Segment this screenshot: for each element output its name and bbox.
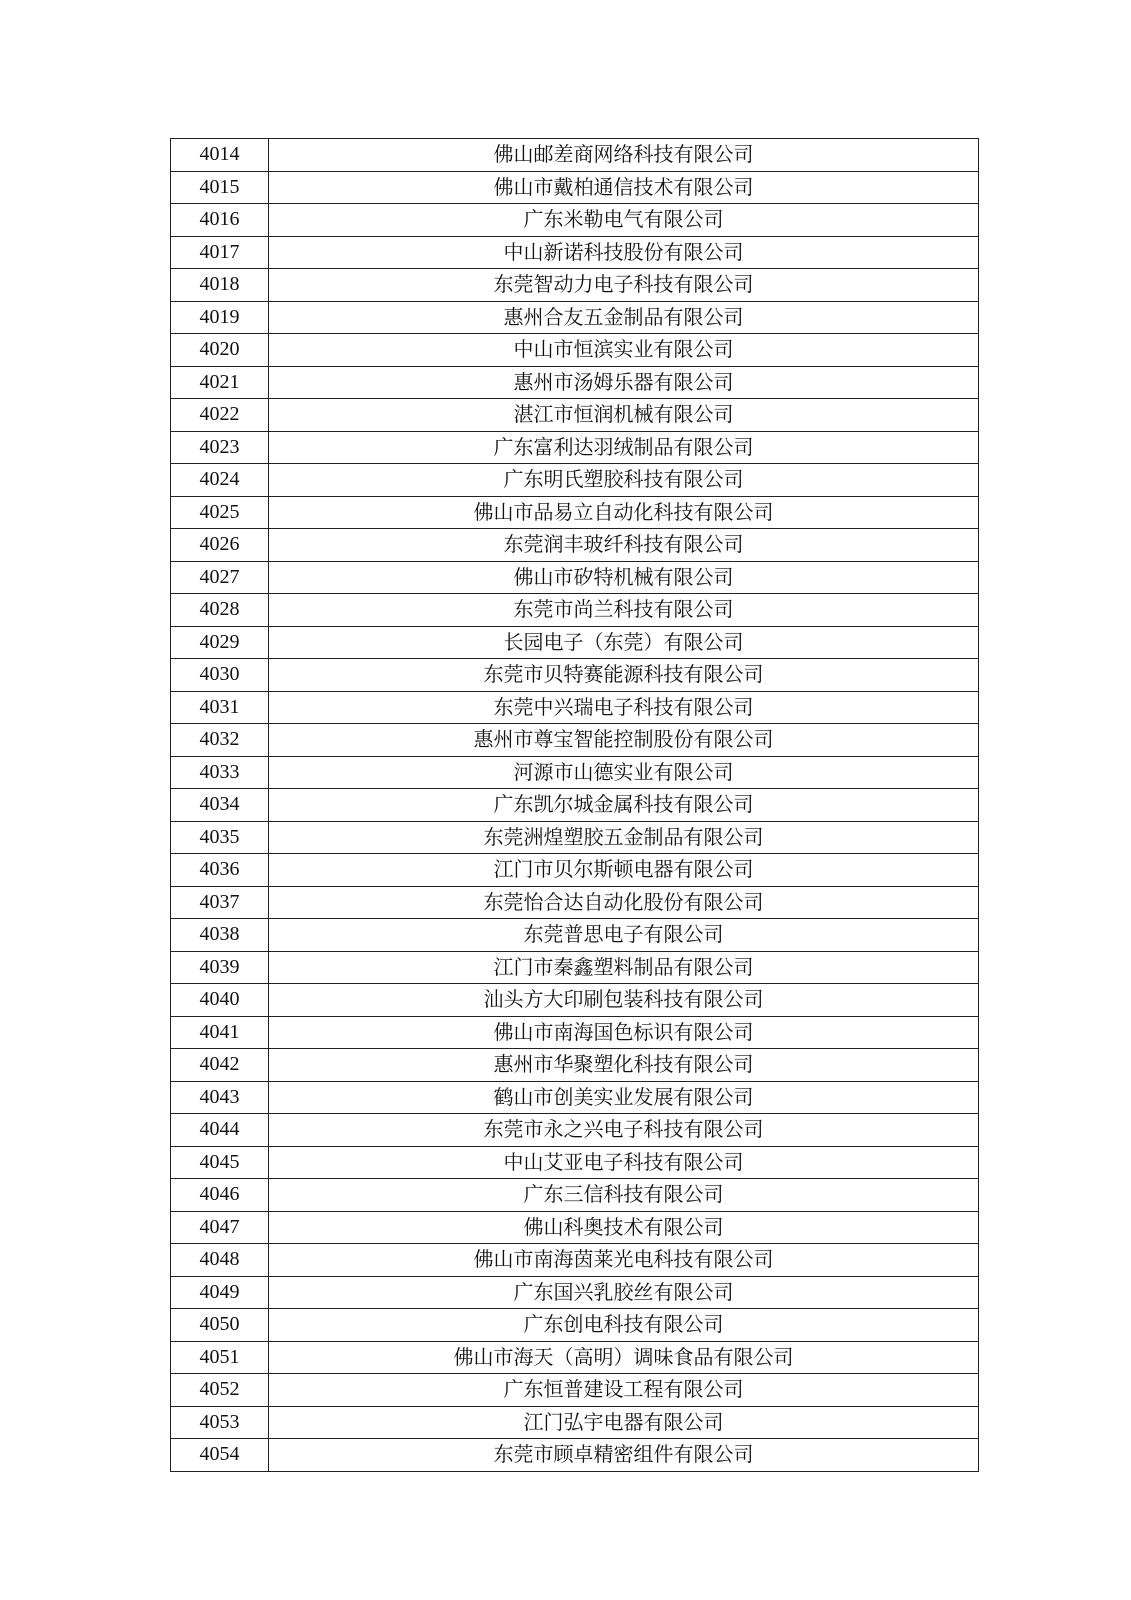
row-number-cell: 4027 <box>171 561 269 594</box>
company-name-cell: 江门市秦鑫塑料制品有限公司 <box>269 951 979 984</box>
row-number-cell: 4017 <box>171 236 269 269</box>
company-name-cell: 中山市恒滨实业有限公司 <box>269 334 979 367</box>
row-number-cell: 4042 <box>171 1049 269 1082</box>
company-list-table <box>170 138 979 1472</box>
table-row <box>171 269 979 302</box>
table-row <box>171 854 979 887</box>
table-row <box>171 496 979 529</box>
table-row <box>171 204 979 237</box>
table-row <box>171 789 979 822</box>
company-name-cell: 鹤山市创美实业发展有限公司 <box>269 1081 979 1114</box>
company-name-cell: 东莞市永之兴电子科技有限公司 <box>269 1114 979 1147</box>
table-row <box>171 724 979 757</box>
table-row <box>171 1049 979 1082</box>
table-row <box>171 951 979 984</box>
table-row <box>171 626 979 659</box>
row-number-cell: 4037 <box>171 886 269 919</box>
row-number-cell: 4054 <box>171 1439 269 1472</box>
company-name-cell: 广东三信科技有限公司 <box>269 1179 979 1212</box>
table-row <box>171 236 979 269</box>
table-row <box>171 1016 979 1049</box>
company-name-cell: 长园电子（东莞）有限公司 <box>269 626 979 659</box>
table-body <box>171 139 979 1472</box>
company-name-cell: 佛山市南海国色标识有限公司 <box>269 1016 979 1049</box>
row-number-cell: 4031 <box>171 691 269 724</box>
company-name-cell: 惠州市汤姆乐器有限公司 <box>269 366 979 399</box>
row-number-cell: 4029 <box>171 626 269 659</box>
table-row <box>171 334 979 367</box>
table-row <box>171 984 979 1017</box>
table-row <box>171 1179 979 1212</box>
table-row <box>171 301 979 334</box>
company-name-cell: 东莞中兴瑞电子科技有限公司 <box>269 691 979 724</box>
table-row <box>171 1211 979 1244</box>
table-row <box>171 399 979 432</box>
company-name-cell: 中山艾亚电子科技有限公司 <box>269 1146 979 1179</box>
company-name-cell: 江门弘宇电器有限公司 <box>269 1406 979 1439</box>
table-row <box>171 919 979 952</box>
row-number-cell: 4016 <box>171 204 269 237</box>
company-name-cell: 广东明氏塑胶科技有限公司 <box>269 464 979 497</box>
table-row <box>171 464 979 497</box>
row-number-cell: 4015 <box>171 171 269 204</box>
company-name-cell: 惠州市华聚塑化科技有限公司 <box>269 1049 979 1082</box>
table-row <box>171 1114 979 1147</box>
table-row <box>171 1146 979 1179</box>
table-row <box>171 139 979 172</box>
table-row <box>171 1244 979 1277</box>
company-name-cell: 中山新诺科技股份有限公司 <box>269 236 979 269</box>
table-row <box>171 1439 979 1472</box>
row-number-cell: 4019 <box>171 301 269 334</box>
row-number-cell: 4043 <box>171 1081 269 1114</box>
table-row <box>171 366 979 399</box>
row-number-cell: 4024 <box>171 464 269 497</box>
company-name-cell: 东莞洲煌塑胶五金制品有限公司 <box>269 821 979 854</box>
table-row <box>171 821 979 854</box>
company-name-cell: 佛山邮差商网络科技有限公司 <box>269 139 979 172</box>
company-name-cell: 佛山市戴柏通信技术有限公司 <box>269 171 979 204</box>
row-number-cell: 4025 <box>171 496 269 529</box>
row-number-cell: 4020 <box>171 334 269 367</box>
company-name-cell: 湛江市恒润机械有限公司 <box>269 399 979 432</box>
table-row <box>171 1276 979 1309</box>
company-name-cell: 东莞市顾卓精密组件有限公司 <box>269 1439 979 1472</box>
row-number-cell: 4049 <box>171 1276 269 1309</box>
row-number-cell: 4053 <box>171 1406 269 1439</box>
table-row <box>171 529 979 562</box>
row-number-cell: 4045 <box>171 1146 269 1179</box>
row-number-cell: 4032 <box>171 724 269 757</box>
row-number-cell: 4035 <box>171 821 269 854</box>
company-name-cell: 佛山市矽特机械有限公司 <box>269 561 979 594</box>
company-name-cell: 东莞市贝特赛能源科技有限公司 <box>269 659 979 692</box>
row-number-cell: 4034 <box>171 789 269 822</box>
company-name-cell: 佛山科奥技术有限公司 <box>269 1211 979 1244</box>
table-row <box>171 659 979 692</box>
table-row <box>171 1309 979 1342</box>
company-name-cell: 广东米勒电气有限公司 <box>269 204 979 237</box>
company-name-cell: 东莞怡合达自动化股份有限公司 <box>269 886 979 919</box>
row-number-cell: 4023 <box>171 431 269 464</box>
row-number-cell: 4041 <box>171 1016 269 1049</box>
row-number-cell: 4040 <box>171 984 269 1017</box>
row-number-cell: 4047 <box>171 1211 269 1244</box>
table-row <box>171 1374 979 1407</box>
row-number-cell: 4044 <box>171 1114 269 1147</box>
row-number-cell: 4014 <box>171 139 269 172</box>
table-row <box>171 1406 979 1439</box>
table-row <box>171 756 979 789</box>
row-number-cell: 4046 <box>171 1179 269 1212</box>
table-row <box>171 561 979 594</box>
company-name-cell: 广东凯尔城金属科技有限公司 <box>269 789 979 822</box>
row-number-cell: 4038 <box>171 919 269 952</box>
company-name-cell: 东莞普思电子有限公司 <box>269 919 979 952</box>
table-row <box>171 691 979 724</box>
row-number-cell: 4033 <box>171 756 269 789</box>
row-number-cell: 4028 <box>171 594 269 627</box>
table-row <box>171 1081 979 1114</box>
table-row <box>171 171 979 204</box>
row-number-cell: 4048 <box>171 1244 269 1277</box>
row-number-cell: 4022 <box>171 399 269 432</box>
company-name-cell: 广东富利达羽绒制品有限公司 <box>269 431 979 464</box>
row-number-cell: 4051 <box>171 1341 269 1374</box>
company-name-cell: 广东国兴乳胶丝有限公司 <box>269 1276 979 1309</box>
table-row <box>171 886 979 919</box>
row-number-cell: 4018 <box>171 269 269 302</box>
company-name-cell: 江门市贝尔斯顿电器有限公司 <box>269 854 979 887</box>
row-number-cell: 4039 <box>171 951 269 984</box>
company-name-cell: 佛山市南海茵莱光电科技有限公司 <box>269 1244 979 1277</box>
company-name-cell: 东莞润丰玻纤科技有限公司 <box>269 529 979 562</box>
company-name-cell: 广东恒普建设工程有限公司 <box>269 1374 979 1407</box>
row-number-cell: 4021 <box>171 366 269 399</box>
company-name-cell: 东莞市尚兰科技有限公司 <box>269 594 979 627</box>
row-number-cell: 4026 <box>171 529 269 562</box>
company-name-cell: 惠州合友五金制品有限公司 <box>269 301 979 334</box>
company-name-cell: 河源市山德实业有限公司 <box>269 756 979 789</box>
company-name-cell: 佛山市海天（高明）调味食品有限公司 <box>269 1341 979 1374</box>
table-row <box>171 594 979 627</box>
row-number-cell: 4036 <box>171 854 269 887</box>
company-name-cell: 汕头方大印刷包装科技有限公司 <box>269 984 979 1017</box>
company-name-cell: 佛山市品易立自动化科技有限公司 <box>269 496 979 529</box>
row-number-cell: 4030 <box>171 659 269 692</box>
company-name-cell: 惠州市尊宝智能控制股份有限公司 <box>269 724 979 757</box>
company-name-cell: 东莞智动力电子科技有限公司 <box>269 269 979 302</box>
row-number-cell: 4050 <box>171 1309 269 1342</box>
row-number-cell: 4052 <box>171 1374 269 1407</box>
table-row <box>171 1341 979 1374</box>
company-name-cell: 广东创电科技有限公司 <box>269 1309 979 1342</box>
table-row <box>171 431 979 464</box>
